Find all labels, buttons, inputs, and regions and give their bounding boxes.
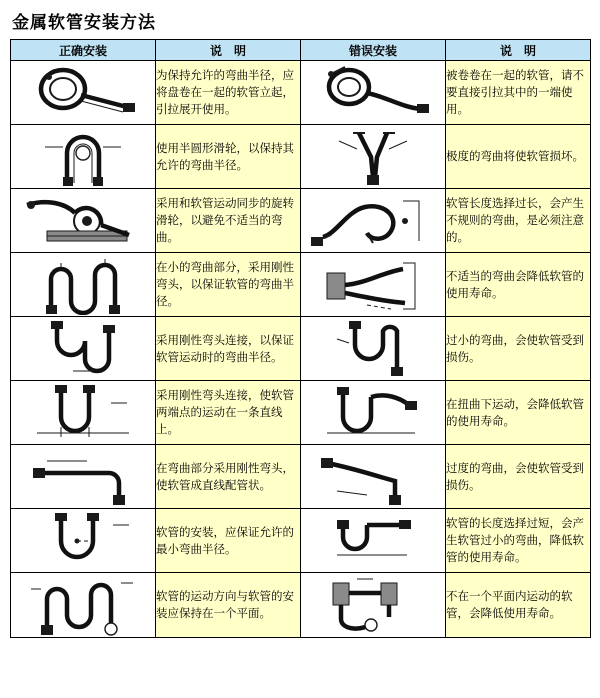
column-header-wrong: 错误安装 xyxy=(301,40,446,61)
u-bend-straight-line-icon xyxy=(11,383,155,443)
table-row xyxy=(11,445,591,509)
illustration-correct xyxy=(11,445,156,509)
note-left-text: 在小的弯曲部分，采用刚性弯头，以保证软管的弯曲半径。 xyxy=(156,253,301,317)
illustration-wrong xyxy=(301,189,446,253)
illustration-correct xyxy=(11,61,156,125)
note-left-text: 采用刚性弯头连接，以保证软管运动时的弯曲半径。 xyxy=(156,317,301,381)
table-header-row xyxy=(11,40,591,61)
note-right-text: 软管长度选择过长，会产生不规则的弯曲，是必须注意的。 xyxy=(446,189,591,253)
too-short-length-icon xyxy=(301,511,445,571)
coiled-hose-lay-flat-icon xyxy=(11,63,155,123)
illustration-correct xyxy=(11,253,156,317)
note-right-text: 在扭曲下运动，会降低软管的使用寿命。 xyxy=(446,381,591,445)
note-left-text: 为保持允许的弯曲半径，应将盘卷在一起的软管立起，引拉展开使用。 xyxy=(156,61,301,125)
hose-installation-table xyxy=(10,39,591,638)
note-right-text: 不适当的弯曲会降低软管的使用寿命。 xyxy=(446,253,591,317)
table-row xyxy=(11,509,591,573)
table-row xyxy=(11,253,591,317)
coiled-hose-pulled-straight-icon xyxy=(301,63,445,123)
note-left-text: 采用和软管运动同步的旋转滑轮，以避免不适当的弯曲。 xyxy=(156,189,301,253)
illustration-wrong xyxy=(301,317,446,381)
note-right-text: 不在一个平面内运动的软管，会降低使用寿命。 xyxy=(446,573,591,638)
note-right-text: 极度的弯曲将使软管损坏。 xyxy=(446,125,591,189)
illustration-wrong xyxy=(301,573,446,638)
illustration-wrong xyxy=(301,253,446,317)
illustration-correct xyxy=(11,381,156,445)
table-row xyxy=(11,189,591,253)
illustration-wrong xyxy=(301,125,446,189)
table-row xyxy=(11,573,591,638)
illustration-wrong xyxy=(301,61,446,125)
excess-length-loop-icon xyxy=(301,191,445,251)
note-left-text: 软管的运动方向与软管的安装应保持在一个平面。 xyxy=(156,573,301,638)
illustration-correct xyxy=(11,189,156,253)
note-left-text: 使用半圆形滑轮，以保持其允许的弯曲半径。 xyxy=(156,125,301,189)
same-plane-movement-icon xyxy=(11,573,155,637)
table-row xyxy=(11,125,591,189)
note-right-text: 被卷卷在一起的软管，请不要直接引拉其中的一端使用。 xyxy=(446,61,591,125)
over-bending-icon xyxy=(301,447,445,507)
illustration-correct xyxy=(11,317,156,381)
straight-pipe-rigid-elbow-icon xyxy=(11,447,155,507)
note-right-text: 软管的长度选择过短，会产生软管过小的弯曲，降低软管的使用寿命。 xyxy=(446,509,591,573)
column-header-note-right: 说 明 xyxy=(446,40,591,61)
note-left-text: 在弯曲部分采用刚性弯头，使软管成直线配管状。 xyxy=(156,445,301,509)
torsion-movement-icon xyxy=(301,383,445,443)
sharp-bend-hose-icon xyxy=(301,127,445,187)
note-left-text: 采用刚性弯头连接，使软管两端点的运动在一条直线上。 xyxy=(156,381,301,445)
note-left-text: 软管的安装，应保证允许的最小弯曲半径。 xyxy=(156,509,301,573)
illustration-wrong xyxy=(301,445,446,509)
improper-bend-icon xyxy=(301,255,445,315)
table-row xyxy=(11,61,591,125)
illustration-wrong xyxy=(301,381,446,445)
semicircular-pulley-icon xyxy=(11,127,155,187)
illustration-correct xyxy=(11,125,156,189)
rigid-bend-small-radius-icon xyxy=(11,255,155,315)
column-header-correct: 正确安装 xyxy=(11,40,156,61)
table-row xyxy=(11,317,591,381)
table-row xyxy=(11,381,591,445)
illustration-wrong xyxy=(301,509,446,573)
note-right-text: 过度的弯曲，会使软管受到损伤。 xyxy=(446,445,591,509)
page-title: 金属软管安装方法 xyxy=(12,13,156,33)
illustration-correct xyxy=(11,509,156,573)
out-of-plane-movement-icon xyxy=(301,573,445,637)
too-small-bend-icon xyxy=(301,319,445,379)
synchronized-rotating-pulley-icon xyxy=(11,191,155,251)
minimum-bend-radius-icon xyxy=(11,511,155,571)
column-header-note-left: 说 明 xyxy=(156,40,301,61)
note-right-text: 过小的弯曲，会使软管受到损伤。 xyxy=(446,317,591,381)
illustration-correct xyxy=(11,573,156,638)
rigid-elbow-connection-icon xyxy=(11,319,155,379)
